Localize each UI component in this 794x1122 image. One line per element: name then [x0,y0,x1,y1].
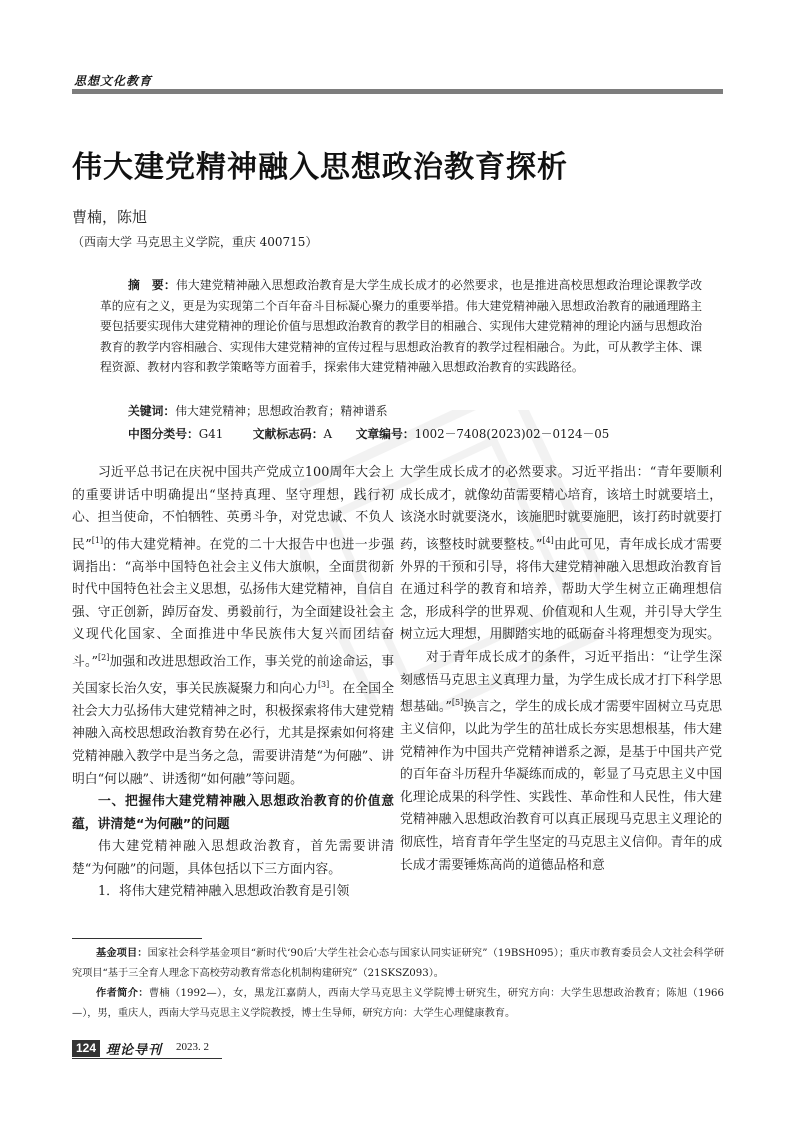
body-paragraph: 伟大建党精神融入思想政治教育，首先需要讲清楚“为何融”的问题，具体包括以下三方面内容。 [72,839,394,877]
article-no-label: 文章编号： [355,427,415,441]
clc-label: 中图分类号： [128,427,199,441]
keywords-line [128,402,388,419]
footer-rule [72,1058,222,1059]
article-affiliation: （西南大学 马克思主义学院，重庆 400715） [72,235,318,249]
author-note: 作者简介：曹楠（1992—），女，黑龙江嘉荫人，西南大学马克思主义学院博士研究生，研究方向：大学生思想政治教育；陈旭（1966—），男，重庆人，西南大学马克思主义学院教授，博士生导师，研究方向：大学生心理健康教育。 [72,988,725,1019]
body-paragraph: 习近平总书记在庆祝中国共产党成立100周年大会上的重要讲话中明确提出“坚持真理、坚守理想，践行初心、担当使命，不怕牺牲、英勇斗争，对党忠诚、不负人民”[1]的伟大建党精神。在党的二十大报告中也进一步强调指出：“高举中国特色社会主义伟大旗帜，全面贯彻新时代中国特色社会主义思想，弘扬伟大建党精神，自信自强、守正创新，踔厉奋发、勇毅前行，为全面建设社会主义现代化国家、全面推进中华民族伟大复兴而团结奋斗。”[2]加强和改进思想政治工作，事关党的前途命运，事关国家长治久安，事关民族凝聚力和向心力[3]。在全国全社会大力弘扬伟大建党精神之时，积极探索将伟大建党精神融入高校思想政治教育势在必行，尤其是探索如何将建党精神融入教学中是当务之急，需要讲清楚“为何融”、讲明白“何以融”、讲透彻“如何融”等问题。 [72,465,395,787]
issue-label: 2023. 2 [176,1041,209,1053]
body-left-column [72,462,394,904]
doc-code-value: A [323,427,333,441]
body-paragraph: 大学生成长成才的必然要求。习近平指出：“青年要顺利成长成才，就像幼苗需要精心培育，该培土时就要培土，该浇水时就要浇水，该施肥时就要施肥，该打药时就要打药，该整枝时就要整枝。”[4]由此可见，青年成长成才需要外界的干预和引导，将伟大建党精神融入思想政治教育旨在通过科学的教育和培养，帮助大学生树立正确理想信念，形成科学的世界观、价值观和人生观，并引导大学生树立远大理想，用脚踏实地的砥砺奋斗将理想变为现实。 [400,465,722,643]
abstract-text: 伟大建党精神融入思想政治教育是大学生成长成才的必然要求，也是推进高校思想政治理论课教学改革的应有之义，更是为实现第二个百年奋斗目标凝心聚力的重要举措。伟大建党精神融入思想政治教育的融通理路主要包括要实现伟大建党精神的理论价值与思想政治教育的教学目的相融合、实现伟大建党精神的理论内涵与思想政治教育的教学内容相融合、实现伟大建党精神的宣传过程与思想政治教育的教学过程相融合。为此，可从教学主体、课程资源、教材内容和教学策略等方面着手，探索伟大建党精神融入思想政治教育的实践路径。 [100,278,702,374]
doc-code-label: 文献标志码： [252,427,324,441]
classification-line [128,425,609,442]
page-number: 124 [72,1040,100,1057]
keywords-label: 关键词： [128,404,176,418]
footnotes [72,944,724,1024]
abstract [100,275,702,378]
article-authors: 曹楠，陈旭 [72,208,148,226]
body-paragraph: 对于青年成长成才的条件，习近平指出：“让学生深刻感悟马克思主义真理力量，为学生成长成才打下科学思想基础。”[5]换言之，学生的成长成才需要牢固树立马克思主义信仰，以此为学生的茁壮成长夯实思想根基，伟大建党精神作为中国共产党精神谱系之源，是基于中国共产党的百年奋斗历程升华凝练而成的，彰显了马克思主义中国化理论成果的科学性、实践性、革命性和人民性，伟大建党精神融入思想政治教育可以真正展现马克思主义理论的彻底性，培育青年学生坚定的马克思主义信仰。青年的成长成才需要锤炼高尚的道德品格和意 [400,650,722,873]
header-rule [72,89,723,94]
section-label: 思想文化教育 [74,74,153,88]
clc-value: G41 [198,427,224,441]
keywords-text: 伟大建党精神；思想政治教育；精神谱系 [175,404,388,418]
body-right-column [400,462,722,877]
footnote-rule [72,938,202,939]
abstract-label: 摘 要： [128,278,176,292]
section-heading: 一、把握伟大建党精神融入思想政治教育的价值意蕴，讲清楚“为何融”的问题 [72,794,394,832]
journal-name: 理论导刊 [106,1043,163,1058]
body-paragraph: 1．将伟大建党精神融入思想政治教育是引领 [98,884,350,900]
article-no-value: 1002－7408(2023)02－0124－05 [414,427,610,441]
article-title: 伟大建党精神融入思想政治教育探析 [72,150,568,185]
fund-note: 基金项目：国家社会科学基金项目“新时代‘90后’大学生社会心态与国家认同实证研究”（19BSH095）；重庆市教育委员会人文社会科学研究项目“基于三全育人理念下高校劳动教育常态化机制构建研究”（21SKSZ093）。 [72,948,725,979]
